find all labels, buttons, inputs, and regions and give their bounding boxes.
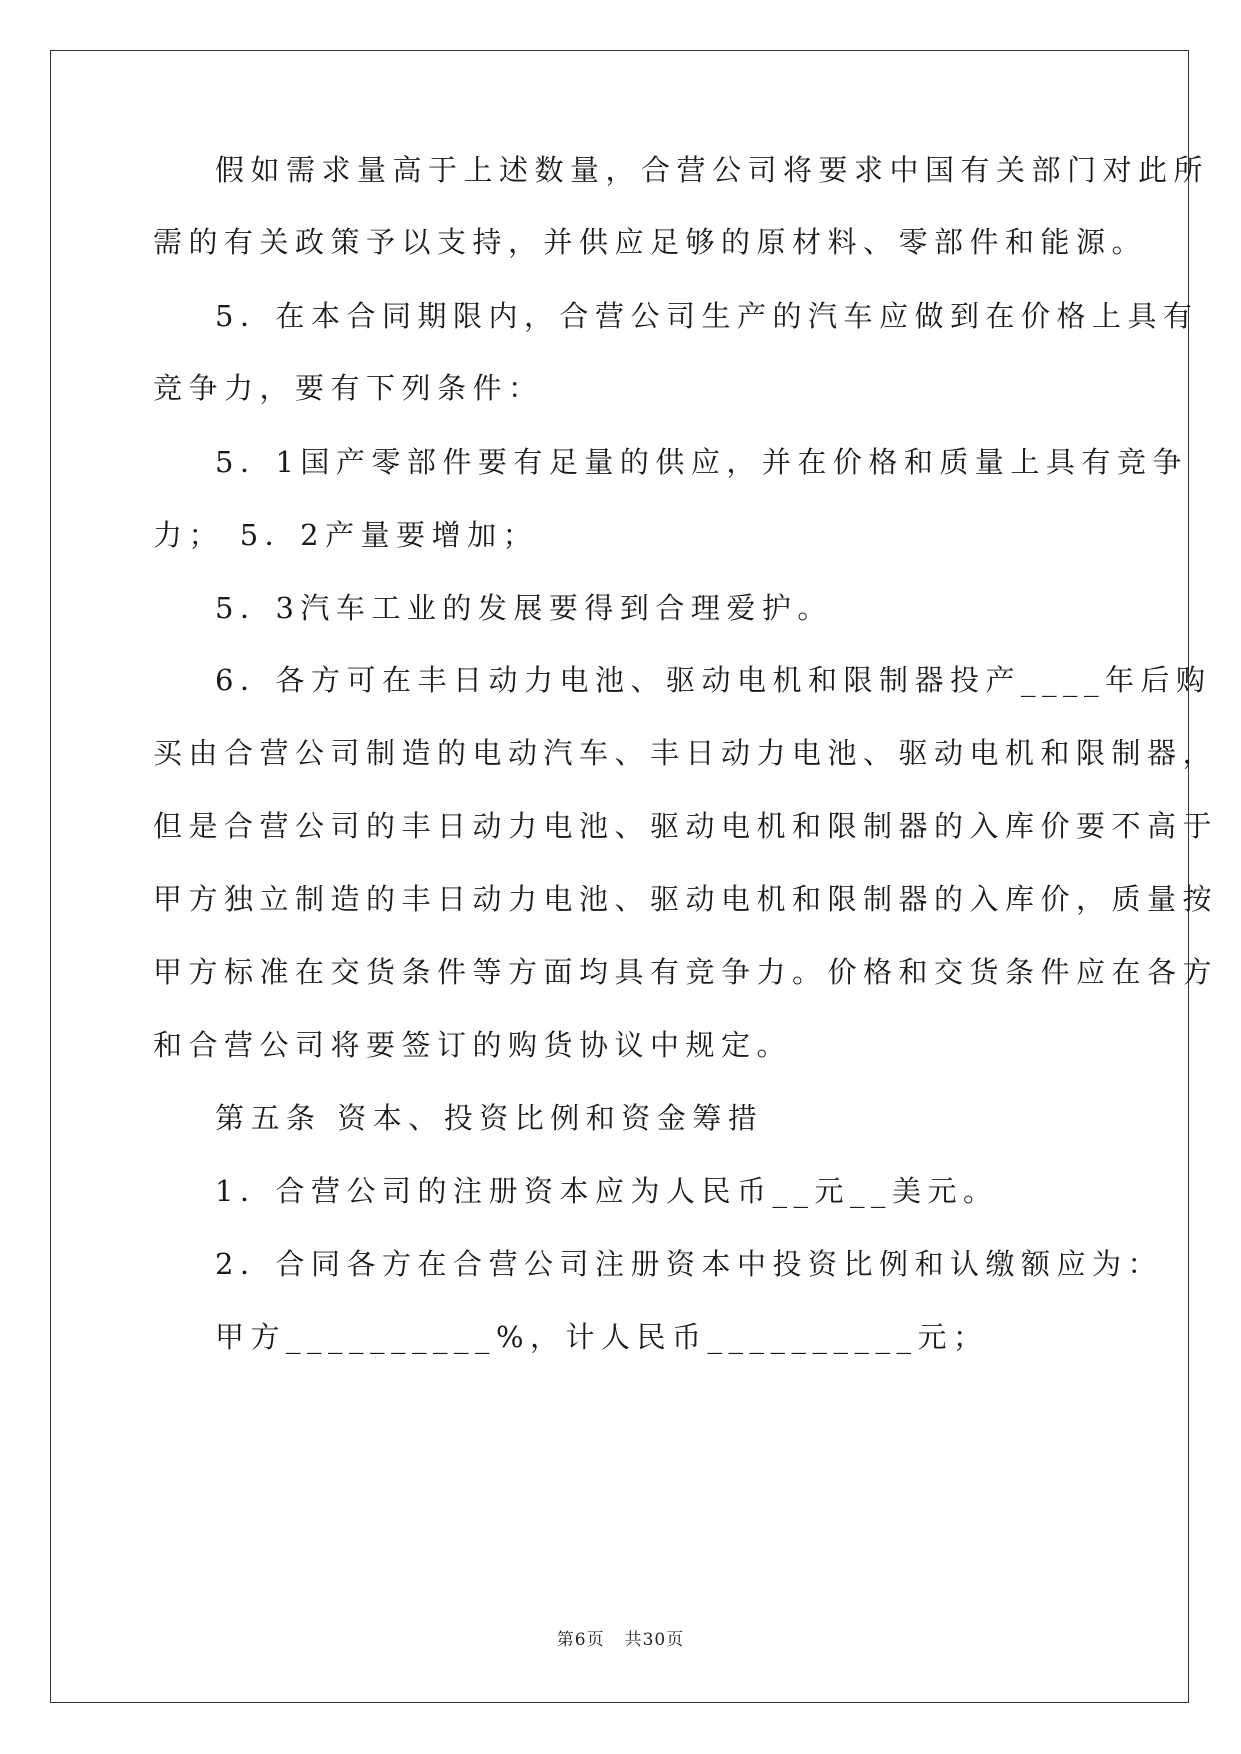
paragraph-line: 5．1国产零部件要有足量的供应，并在价格和质量上具有竞争 [215,445,1188,479]
section-heading: 第五条 资本、投资比例和资金筹措 [215,1101,764,1135]
paragraph-line: 力； 5．2产量要增加； [153,518,539,552]
paragraph-line: 5．在本合同期限内，合营公司生产的汽车应做到在价格上具有 [215,299,1199,333]
paragraph-line: 需的有关政策予以支持，并供应足够的原材料、零部件和能源。 [153,225,1148,259]
paragraph-line: 甲方标准在交货条件等方面均具有竞争力。价格和交货条件应在各方 [153,955,1219,989]
paragraph-line: 但是合营公司的丰日动力电池、驱动电机和限制器的入库价要不高于 [153,809,1219,843]
page-number-current: 第6页 [556,1630,605,1650]
page-footer [0,1625,1241,1650]
paragraph-line: 2．合同各方在合营公司注册资本中投资比例和认缴额应为： [215,1247,1163,1281]
paragraph-line: 和合营公司将要签订的购货协议中规定。 [153,1028,793,1062]
paragraph-line: 假如需求量高于上述数量，合营公司将要求中国有关部门对此所 [215,153,1210,187]
paragraph-line: 买由合营公司制造的电动汽车、丰日动力电池、驱动电机和限制器， [153,736,1219,770]
paragraph-line: 竞争力，要有下列条件： [153,371,544,405]
paragraph-line: 甲方独立制造的丰日动力电池、驱动电机和限制器的入库价，质量按 [153,882,1219,916]
paragraph-line: 6．各方可在丰日动力电池、驱动电机和限制器投产____年后购 [215,663,1212,697]
page-number-total: 共30页 [624,1630,685,1650]
paragraph-line: 5．3汽车工业的发展要得到合理爱护。 [215,591,833,625]
paragraph-line: 1．合营公司的注册资本应为人民币__元__美元。 [215,1174,999,1208]
paragraph-line: 甲方__________%，计人民币__________元； [215,1320,989,1354]
